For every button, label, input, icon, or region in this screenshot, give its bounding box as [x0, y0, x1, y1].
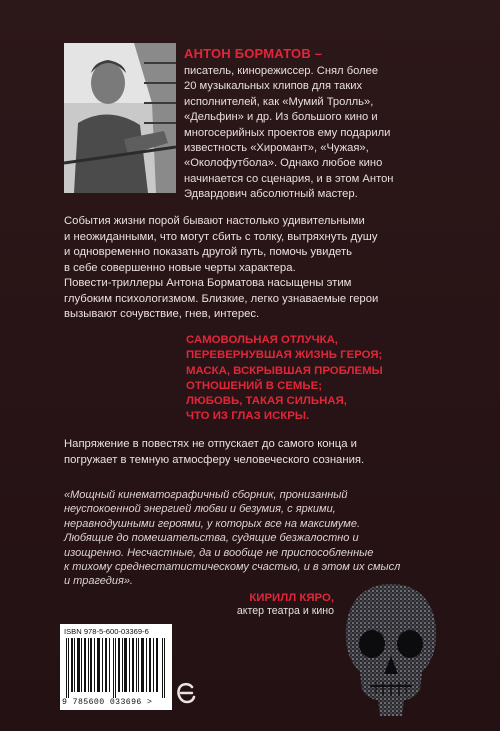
highlight-line: ЛЮБОВЬ, ТАКАЯ СИЛЬНАЯ,	[186, 395, 347, 408]
description-line: в себе совершенно новые черты характера.	[64, 261, 296, 274]
author-block	[184, 46, 454, 203]
quote-line: и трагедия».	[64, 575, 133, 588]
bio-line: 20 музыкальных клипов для таких	[184, 80, 363, 93]
author-bio	[184, 64, 454, 203]
highlight-line: ОТНОШЕНИЙ В СЕМЬЕ;	[186, 379, 322, 392]
highlight-line: САМОВОЛЬНАЯ ОТЛУЧКА,	[186, 334, 338, 346]
author-photo	[64, 43, 176, 193]
quote-line: «Мощный кинематографичный сборник, пронизанный	[64, 489, 348, 501]
quote-author-name: КИРИЛЛ КЯРО,	[249, 592, 334, 604]
quote-line: неравнодушными героями, у которых все на максимуме.	[64, 517, 361, 530]
bio-line: Эдвардович абсолютный мастер.	[184, 188, 358, 201]
bio-line: исполнителей, как «Мумий Тролль»,	[184, 95, 374, 108]
quote-line: неуспокоенной энергией любви и безумия, с яркими,	[64, 503, 336, 516]
highlight-line: ЧТО ИЗ ГЛАЗ ИСКРЫ.	[186, 410, 310, 423]
tension-line: погружает в темную атмосферу человеческого сознания.	[64, 453, 365, 466]
description-line: События жизни порой бывают настолько удивительными	[64, 215, 365, 227]
tension-paragraph	[64, 437, 444, 468]
quote-attribution	[214, 592, 334, 617]
isbn-text: ISBN 978-5-600-03369-6	[64, 627, 149, 636]
description-line: и неожиданными, что могут сбить с толку, вытряхнуть душу	[64, 230, 378, 243]
review-quote	[64, 488, 444, 589]
barcode	[60, 624, 172, 710]
quote-line: к тихому среднестатистическому счастью, и в этом их смысл	[64, 561, 401, 574]
description-line: Повести-триллеры Антона Борматова насыщены этим	[64, 277, 352, 289]
highlight-line: МАСКА, ВСКРЫВШАЯ ПРОБЛЕМЫ	[186, 364, 383, 377]
description-line: вызывают сочувствие, гнев, интерес.	[64, 308, 260, 320]
bio-line: «Околофутбола». Однако любое кино	[184, 157, 383, 170]
bio-line: «Дельфин» и др. Из большого кино и	[184, 111, 378, 124]
eksmo-logo-icon	[176, 682, 196, 704]
highlights-list	[186, 333, 446, 425]
book-description	[64, 214, 444, 323]
bio-line: известность «Хиромант», «Чужая»,	[184, 142, 369, 155]
quote-line: изощренно. Несчастные, да и вообще не приспособленные	[64, 546, 374, 559]
barcode-bars	[64, 638, 168, 698]
crystal-skull-image	[336, 578, 446, 723]
bio-line: писатель, кинорежиссер. Снял более	[184, 65, 379, 77]
quote-line: Любящие до помешательства, судящие безжалостно и	[64, 532, 359, 545]
ean-number: 9 785600 033696 >	[62, 698, 153, 707]
bio-line: начинается со сценария, и в этом Антон	[184, 172, 394, 185]
quote-author-role: актер театра и кино	[236, 605, 334, 617]
tension-line: Напряжение в повестях не отпускает до самого конца и	[64, 438, 357, 450]
bio-line: многосерийных проектов ему подарили	[184, 126, 391, 139]
description-line: и одновременно показать другой путь, помочь увидеть	[64, 246, 353, 258]
description-line: глубоким психологизмом. Близкие, легко узнаваемые герои	[64, 292, 379, 305]
author-name: АНТОН БОРМАТОВ –	[184, 46, 323, 61]
highlight-line: ПЕРЕВЕРНУВШАЯ ЖИЗНЬ ГЕРОЯ;	[186, 349, 383, 362]
